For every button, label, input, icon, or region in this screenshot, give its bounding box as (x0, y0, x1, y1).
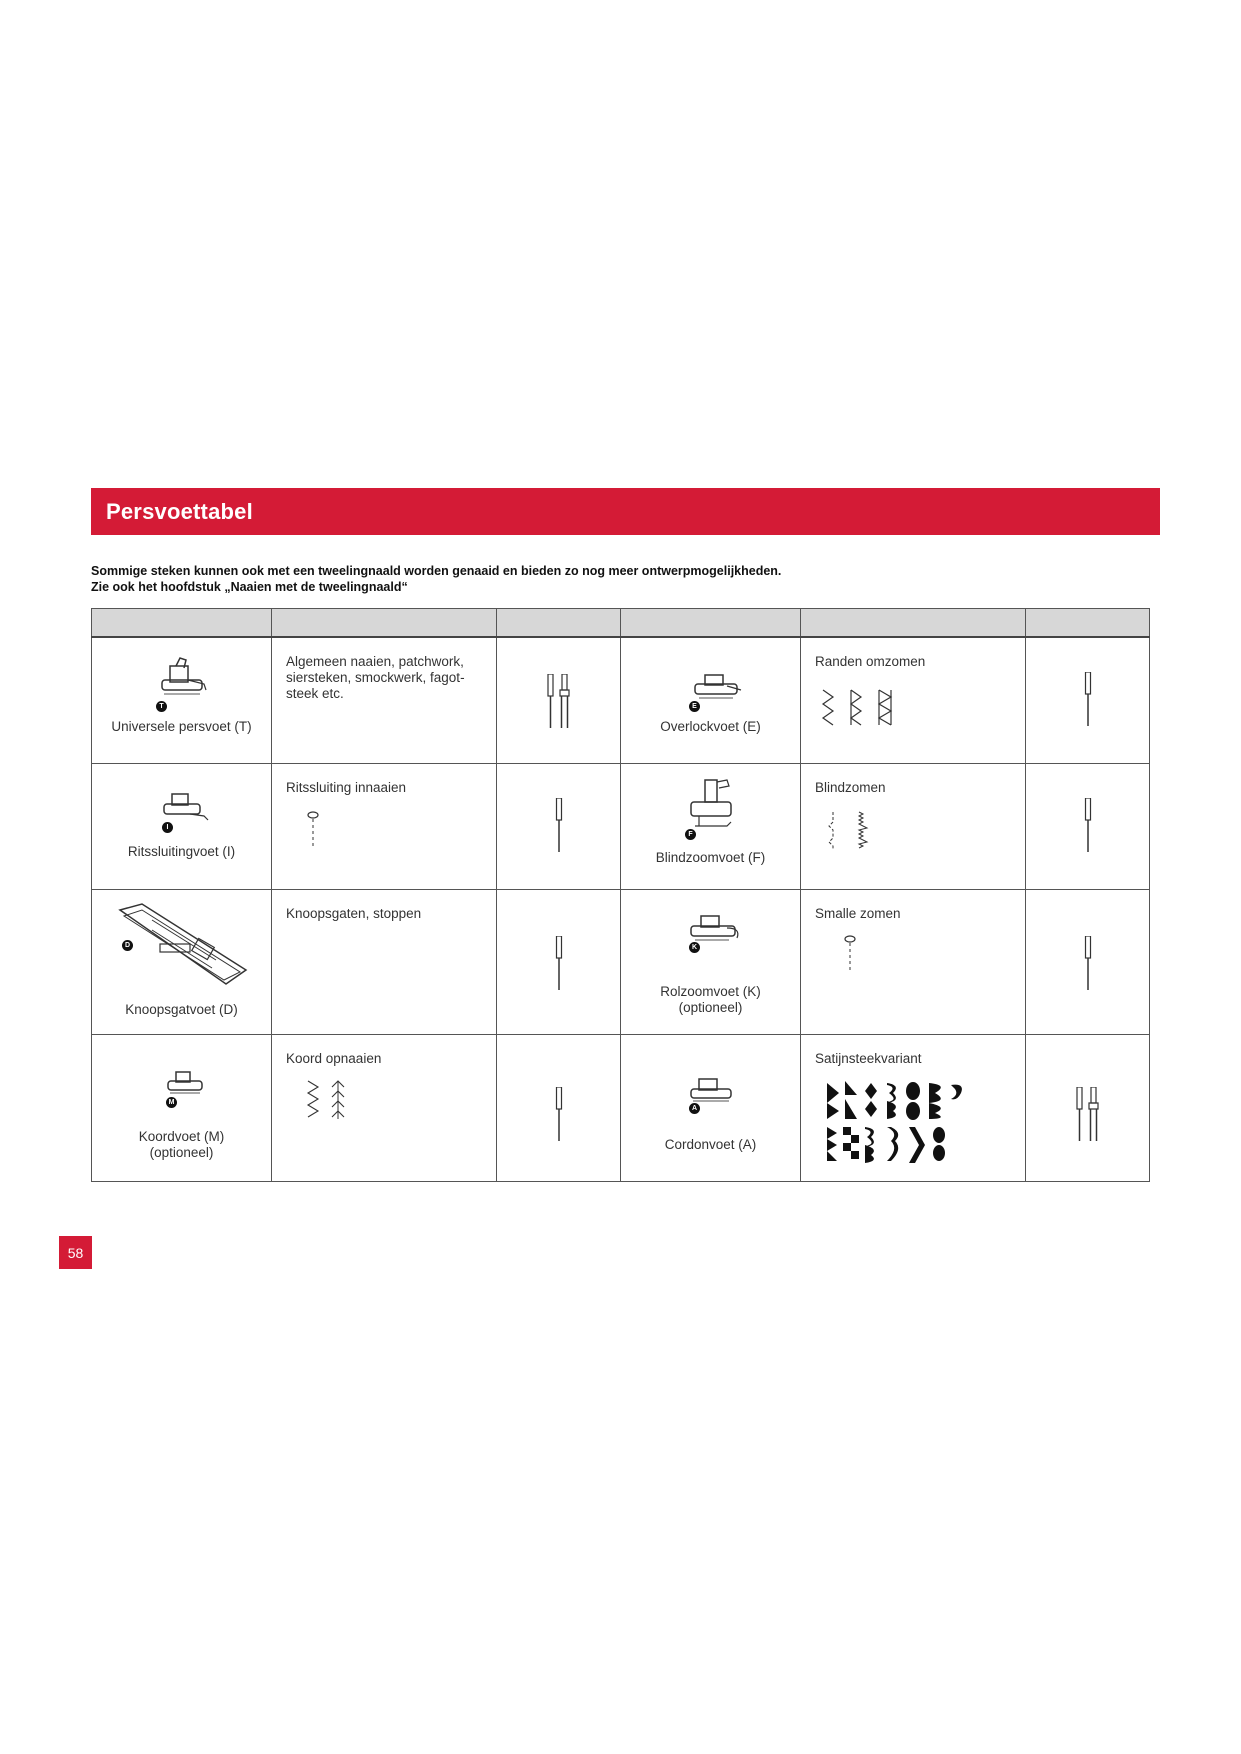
foot-letter-badge: D (122, 940, 133, 951)
foot-letter-badge: K (689, 942, 700, 953)
needle-cell (1026, 1035, 1150, 1182)
foot-name: Blindzoomvoet (F) (655, 850, 766, 865)
cording-stitch-icon (306, 1079, 352, 1121)
table-row (92, 637, 1150, 764)
needle-cell (1026, 637, 1150, 764)
header-cell-use (272, 609, 497, 637)
single-needle-icon (1083, 798, 1093, 854)
presser-foot-table (91, 608, 1150, 1182)
intro-line-1: Sommige steken kunnen ook met een tweelingnaald worden genaaid en bieden zo nog meer ontwerpmogelijkheden. (91, 564, 782, 578)
foot-cell (621, 890, 801, 1035)
use-cell (272, 764, 497, 890)
needle-cell (497, 637, 621, 764)
foot-name: Overlockvoet (E) (660, 718, 761, 734)
buttonhole-foot-icon (116, 900, 250, 990)
foot-cell (92, 890, 272, 1035)
use-cell (801, 890, 1026, 1035)
cording-foot-icon (164, 1069, 208, 1099)
needle-cell (497, 890, 621, 1035)
section-title-bar (91, 488, 1160, 535)
satin-stitch-patterns-icon (825, 1079, 967, 1165)
needle-cell (497, 1035, 621, 1182)
zipper-foot-icon (160, 790, 210, 824)
twin-needle-icon (545, 674, 573, 730)
use-text: Satijnsteekvariant (815, 1051, 922, 1066)
foot-name: Rolzoomvoet (K) (660, 984, 761, 999)
use-text: Smalle zomen (815, 906, 901, 921)
table-row (92, 764, 1150, 890)
foot-letter-badge: T (156, 701, 167, 712)
single-needle-icon (554, 936, 564, 992)
single-needle-icon (554, 798, 564, 854)
intro-line-2: Zie ook het hoofdstuk „Naaien met de tweelingnaald“ (91, 580, 408, 594)
foot-name: Universele persvoet (T) (111, 718, 252, 734)
header-cell-needle (497, 609, 621, 637)
use-text: Randen omzomen (815, 653, 926, 669)
narrow-hem-stitch-icon (843, 934, 857, 974)
foot-cell (621, 764, 801, 890)
foot-cell (92, 764, 272, 890)
use-cell (801, 764, 1026, 890)
use-cell (272, 1035, 497, 1182)
use-cell (801, 637, 1026, 764)
blind-hem-foot-icon (683, 778, 739, 834)
blind-hem-stitch-icon (827, 810, 877, 852)
header-cell-use-2 (801, 609, 1026, 637)
table-row (92, 890, 1150, 1035)
header-cell-needle-2 (1026, 609, 1150, 637)
foot-name: Knoopsgatvoet (D) (125, 1002, 238, 1017)
foot-letter-badge: F (685, 829, 696, 840)
table-row (92, 1035, 1150, 1182)
foot-name: Koordvoet (M) (138, 1129, 225, 1144)
single-needle-icon (1083, 672, 1093, 728)
header-cell-foot-2 (621, 609, 801, 637)
foot-name-note: (optioneel) (149, 1145, 214, 1160)
foot-cell (92, 637, 272, 764)
needle-cell (1026, 764, 1150, 890)
page-number-badge (59, 1236, 92, 1269)
header-cell-foot (92, 609, 272, 637)
page-number: 58 (67, 1244, 84, 1261)
use-cell (272, 637, 497, 764)
foot-letter-badge: A (689, 1103, 700, 1114)
use-text: Ritssluiting innaaien (286, 780, 407, 795)
table-header-row (92, 609, 1150, 637)
page-title: Persvoettabel (106, 498, 253, 524)
foot-name: Ritssluitingvoet (I) (127, 844, 236, 859)
use-text: Knoopsgaten, stoppen (286, 906, 422, 921)
foot-letter-badge: I (162, 822, 173, 833)
use-text: Algemeen naaien, patchwork, siersteken, smockwerk, fagot-steek etc. (286, 653, 465, 701)
foot-name: Cordonvoet (A) (664, 1137, 757, 1152)
twin-needle-icon (1074, 1087, 1102, 1143)
overlock-stitch-icon (819, 688, 905, 728)
intro-text (91, 563, 1171, 595)
use-cell (801, 1035, 1026, 1182)
overlock-foot-icon (691, 672, 743, 704)
single-needle-icon (1083, 936, 1093, 992)
foot-cell (621, 637, 801, 764)
use-text: Koord opnaaien (286, 1051, 382, 1066)
foot-name-note: (optioneel) (678, 1000, 743, 1015)
single-needle-icon (554, 1087, 564, 1143)
foot-cell (621, 1035, 801, 1182)
straight-stitch-icon (306, 810, 320, 850)
needle-cell (497, 764, 621, 890)
use-cell (272, 890, 497, 1035)
foot-cell (92, 1035, 272, 1182)
foot-letter-badge: E (689, 701, 700, 712)
universal-foot-icon (154, 656, 212, 700)
needle-cell (1026, 890, 1150, 1035)
use-text: Blindzomen (815, 780, 886, 795)
foot-letter-badge: M (166, 1097, 177, 1108)
